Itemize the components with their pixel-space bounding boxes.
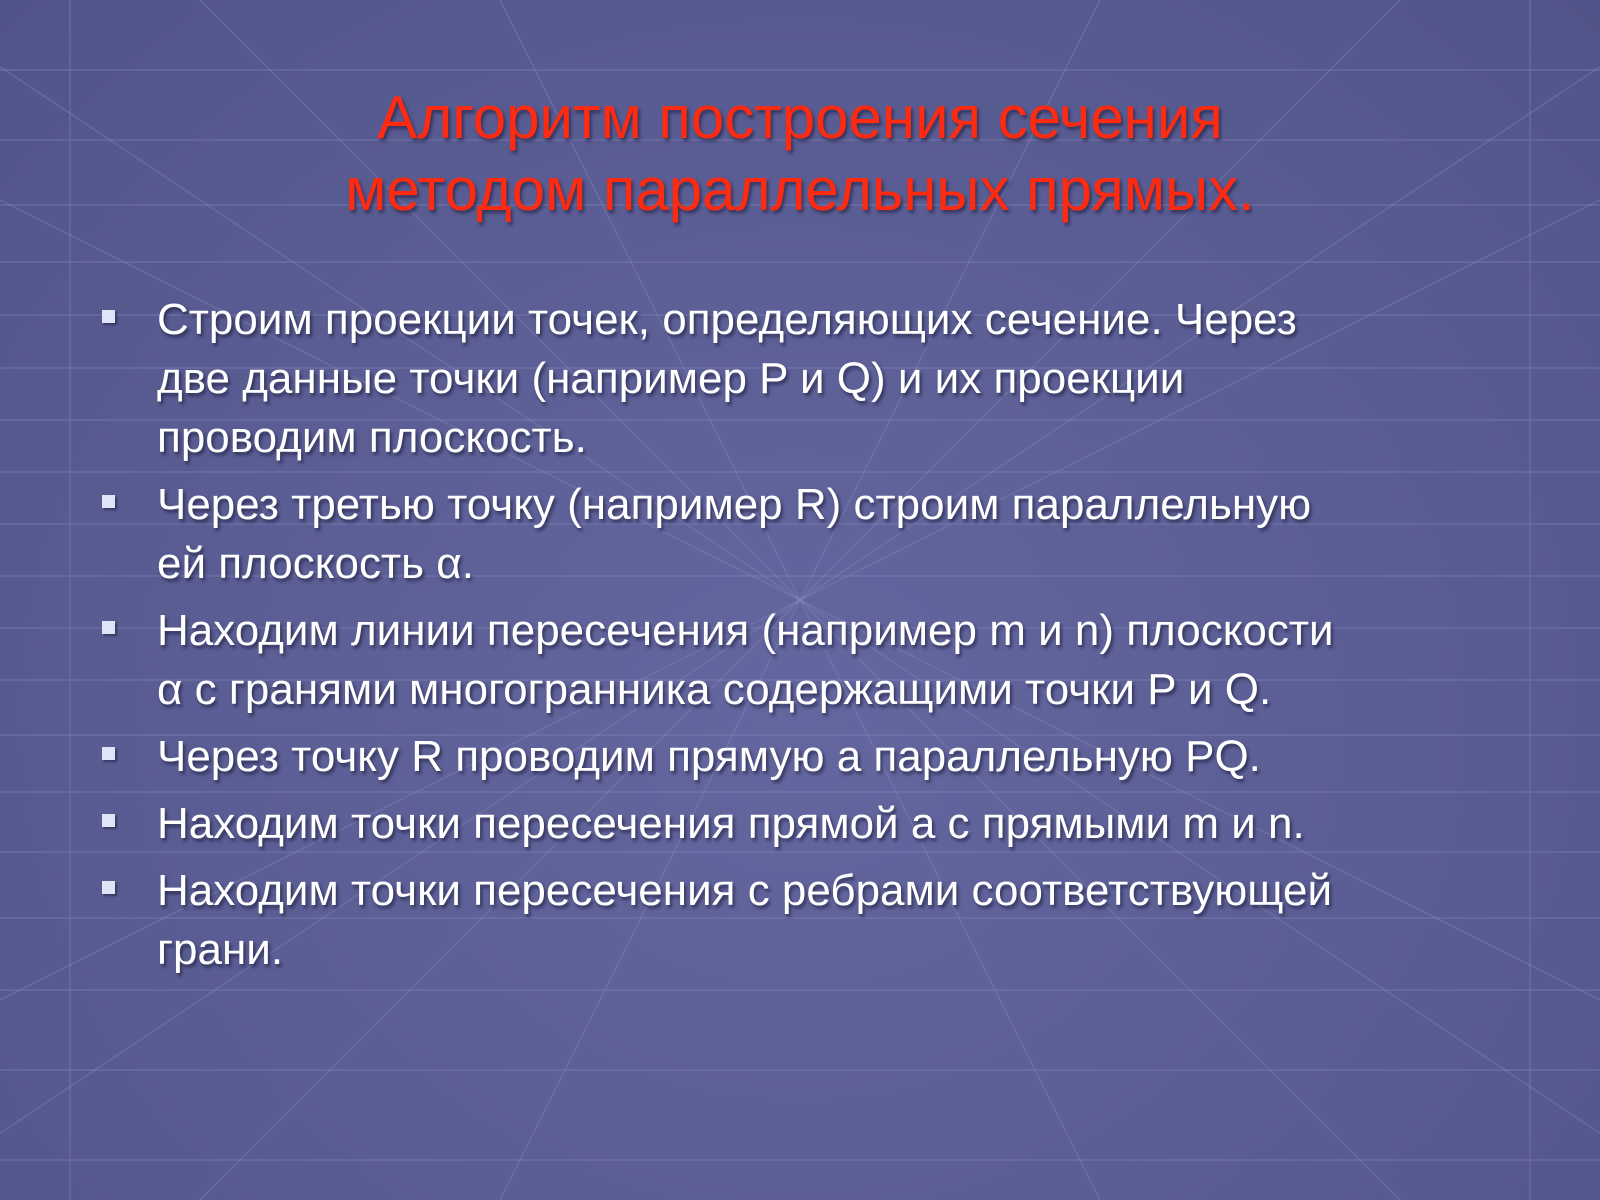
bullet-text: Находим точки пересечения с ребрами соответствующей грани. — [157, 866, 1333, 974]
bullet-text: Через третью точку (например R) строим параллельную ей плоскость α. — [157, 480, 1312, 588]
square-bullet-icon — [102, 747, 115, 760]
bullet-item — [100, 475, 1500, 593]
slide-title — [0, 82, 1600, 226]
bullet-text: Находим точки пересечения прямой a с прямыми m и n. — [157, 799, 1305, 848]
bullet-item — [100, 290, 1500, 467]
bullet-item — [100, 727, 1500, 786]
square-bullet-icon — [102, 495, 115, 508]
bullet-item — [100, 861, 1500, 979]
bullet-list — [100, 290, 1500, 987]
square-bullet-icon — [102, 881, 115, 894]
bullet-text: Через точку R проводим прямую a параллельную PQ. — [157, 732, 1261, 781]
square-bullet-icon — [102, 814, 115, 827]
bullet-item — [100, 794, 1500, 853]
square-bullet-icon — [102, 310, 115, 323]
bullet-text: Строим проекции точек, определяющих сечение. Через две данные точки (например P и Q) и их проекции проводим плоскость. — [157, 295, 1297, 462]
bullet-item — [100, 601, 1500, 719]
square-bullet-icon — [102, 621, 115, 634]
slide-title-line-2: методом параллельных прямых. — [345, 156, 1255, 223]
bullet-text: Находим линии пересечения (например m и n) плоскости α с гранями многогранника содержащими точки P и Q. — [157, 606, 1334, 714]
slide-title-line-1: Алгоритм построения сечения — [377, 84, 1223, 151]
